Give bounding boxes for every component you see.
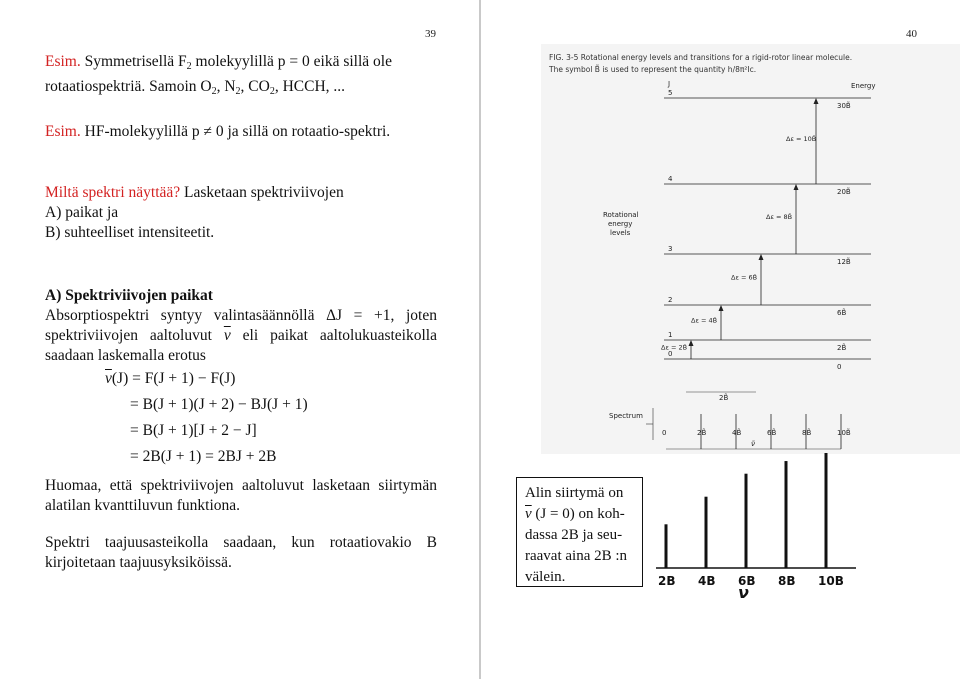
spectral-line xyxy=(825,453,828,568)
rotational-label: Rotational xyxy=(603,211,639,219)
spectrum-tick-label: 10B̃ xyxy=(837,429,851,437)
equation-4: = 2B(J + 1) = 2BJ + 2B xyxy=(130,448,277,465)
question-text: Miltä spektri näyttää? xyxy=(45,184,181,201)
spectrum-axis-label: ν̃ xyxy=(751,440,755,448)
stick-label: 2B xyxy=(658,574,676,588)
transition-energy-label: Δε = 4B̃ xyxy=(691,316,718,325)
figure-caption: FIG. 3-5 Rotational energy levels and transitions for a rigid-rotor linear molecule. The symbol B̃ is used to represent the quantity h/8π²Ic. xyxy=(549,53,853,74)
spectrum-tick-label: 0 xyxy=(662,429,667,437)
transition-energy-label: Δε = 6B̃ xyxy=(731,273,758,282)
equation-1: $\overline{\nu}(J) = F(J + 1) - F(J)$ xyxy=(105,370,236,387)
page-number: 40 xyxy=(906,28,917,40)
spectrum-label: Spectrum xyxy=(609,412,643,420)
energy-level-diagram xyxy=(541,44,960,454)
equation-3: = B(J + 1)[J + 2 − J] xyxy=(130,422,257,439)
example-2: Esim. HF-molekyylillä p ≠ 0 ja sillä on rotaatio-spektri. xyxy=(45,123,391,140)
stick-label: 10B xyxy=(818,574,844,588)
level-j-label: 5 xyxy=(668,89,673,97)
equation-2: = B(J + 1)(J + 2) − BJ(J + 1) xyxy=(130,396,308,413)
level-energy-label: 30B̃ xyxy=(837,102,851,110)
spectral-line xyxy=(705,497,708,568)
j-column-label: J xyxy=(668,80,671,88)
spectrum-tick-label: 2B̃ xyxy=(697,429,707,437)
spectrum-tick-label: 8B̃ xyxy=(802,429,812,437)
level-energy-label: 6B̃ xyxy=(837,309,847,317)
level-j-label: 4 xyxy=(668,175,673,183)
left-page xyxy=(0,0,479,679)
transition-energy-label: Δε = 2B̃ xyxy=(661,343,688,352)
stick-label: 4B xyxy=(698,574,716,588)
paragraph-1: Absorptiospektri syntyy valintasäännöllä ΔJ = +1, joten spektriviivojen aaltoluvut $\overline{\nu}$ eli paikat aaltolukuasteikolla saadaan laskemalla erotus xyxy=(45,307,437,364)
example-1: Esim. Symmetrisellä $F_2$ molekyylillä p = 0 eikä sillä ole rotaatiospektriä. Samoin $O_2$, $N_2$, $CO_2$, HCCH, ... xyxy=(45,53,392,97)
right-page xyxy=(481,0,960,679)
spectral-line xyxy=(745,474,748,568)
level-j-label: 0 xyxy=(668,350,673,358)
paragraph-3: Spektri taajuusasteikolla saadaan, kun rotaatiovakio B kirjoitetaan taajuusyksiköissä. xyxy=(45,534,437,571)
example-1-label: Esim. xyxy=(45,53,81,70)
svg-text:levels: levels xyxy=(610,229,631,237)
transition-energy-label: Δε = 10B̃ xyxy=(786,135,817,143)
question-line: Miltä spektri näyttää? Lasketaan spektriviivojen xyxy=(45,184,344,201)
level-energy-label: 12B̃ xyxy=(837,258,851,266)
stick-label: 6B xyxy=(738,574,756,588)
paragraph-2: Huomaa, että spektriviivojen aaltoluvut lasketaan siirtymän alatilan kvanttiluvun funktiona. xyxy=(45,477,437,514)
energy-column-label: Energy xyxy=(851,82,876,90)
nu-axis-label: ν xyxy=(738,583,749,602)
spectrum-tick-label: 4B̃ xyxy=(732,429,742,437)
stick-spectrum xyxy=(656,450,866,610)
section-heading: A) Spektriviivojen paikat xyxy=(45,287,213,304)
page-number: 39 xyxy=(425,28,436,40)
level-energy-label: 2B̃ xyxy=(837,344,847,352)
list-item-b: B) suhteelliset intensiteetit. xyxy=(45,224,215,241)
spectral-line xyxy=(665,524,668,568)
svg-text:energy: energy xyxy=(608,220,633,228)
note-box: Alin siirtymä on $\overline{\nu}$ (J = 0) on koh- dassa 2B ja seu- raavat aina 2B :n välein. xyxy=(516,477,643,587)
spectral-line xyxy=(785,461,788,568)
spacing-label: 2B̃ xyxy=(719,394,729,402)
level-j-label: 1 xyxy=(668,331,673,339)
stick-label: 8B xyxy=(778,574,796,588)
level-j-label: 2 xyxy=(668,296,673,304)
level-energy-label: 0 xyxy=(837,363,842,371)
spectrum-tick-label: 6B̃ xyxy=(767,429,777,437)
list-item-a: A) paikat ja xyxy=(45,204,119,221)
level-energy-label: 20B̃ xyxy=(837,188,851,196)
level-j-label: 3 xyxy=(668,245,673,253)
transition-energy-label: Δε = 8B̃ xyxy=(766,213,793,221)
